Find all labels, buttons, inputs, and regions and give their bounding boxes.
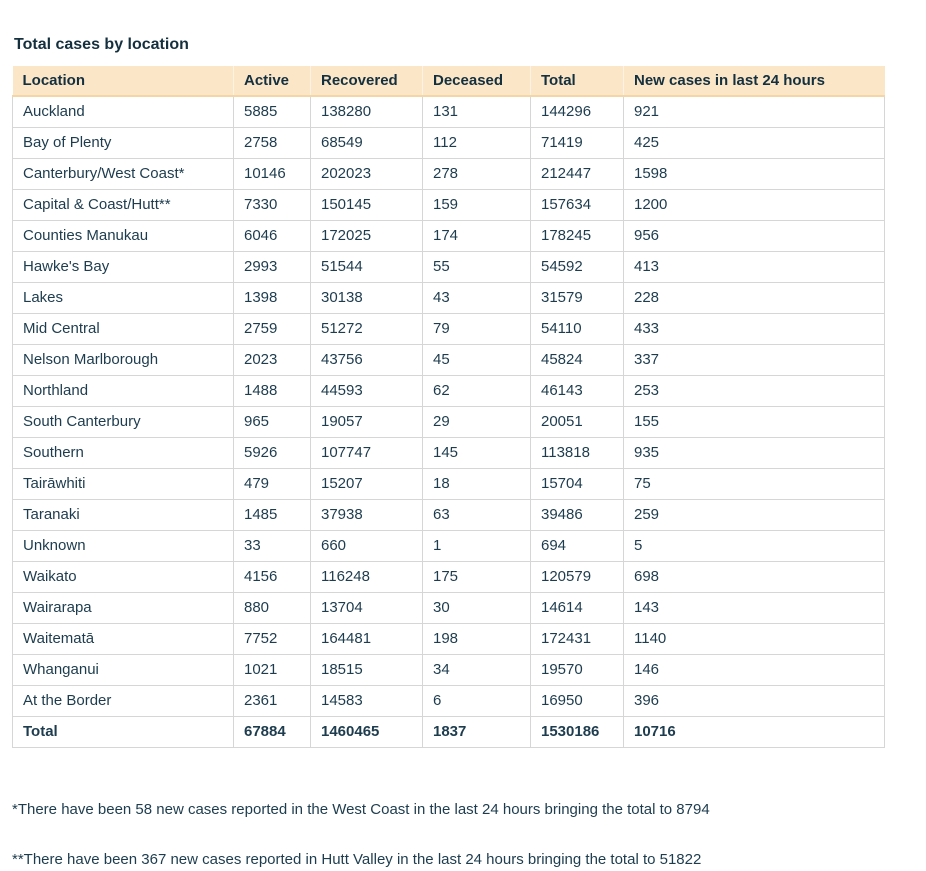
value-cell: 337 bbox=[624, 344, 885, 375]
value-cell: 5885 bbox=[234, 96, 311, 127]
value-cell: 10716 bbox=[624, 716, 885, 747]
value-cell: 107747 bbox=[311, 437, 423, 468]
value-cell: 2758 bbox=[234, 127, 311, 158]
value-cell: 54110 bbox=[531, 313, 624, 344]
location-cell: Tairāwhiti bbox=[13, 468, 234, 499]
value-cell: 116248 bbox=[311, 561, 423, 592]
location-cell: Whanganui bbox=[13, 654, 234, 685]
value-cell: 880 bbox=[234, 592, 311, 623]
value-cell: 175 bbox=[423, 561, 531, 592]
value-cell: 146 bbox=[624, 654, 885, 685]
value-cell: 30138 bbox=[311, 282, 423, 313]
value-cell: 145 bbox=[423, 437, 531, 468]
value-cell: 143 bbox=[624, 592, 885, 623]
value-cell: 956 bbox=[624, 220, 885, 251]
table-row bbox=[13, 313, 885, 344]
value-cell: 120579 bbox=[531, 561, 624, 592]
value-cell: 67884 bbox=[234, 716, 311, 747]
table-row bbox=[13, 530, 885, 561]
table-row bbox=[13, 96, 885, 127]
value-cell: 1485 bbox=[234, 499, 311, 530]
value-cell: 1398 bbox=[234, 282, 311, 313]
value-cell: 131 bbox=[423, 96, 531, 127]
value-cell: 2023 bbox=[234, 344, 311, 375]
location-cell: Waikato bbox=[13, 561, 234, 592]
total-row bbox=[13, 716, 885, 747]
value-cell: 965 bbox=[234, 406, 311, 437]
value-cell: 921 bbox=[624, 96, 885, 127]
value-cell: 1140 bbox=[624, 623, 885, 654]
location-cell: Northland bbox=[13, 375, 234, 406]
value-cell: 1200 bbox=[624, 189, 885, 220]
location-cell: Wairarapa bbox=[13, 592, 234, 623]
value-cell: 144296 bbox=[531, 96, 624, 127]
table-row bbox=[13, 654, 885, 685]
value-cell: 62 bbox=[423, 375, 531, 406]
location-cell: Bay of Plenty bbox=[13, 127, 234, 158]
value-cell: 1460465 bbox=[311, 716, 423, 747]
value-cell: 45824 bbox=[531, 344, 624, 375]
footnote-west-coast: *There have been 58 new cases reported in the West Coast in the last 24 hours bringing the total to 8794 bbox=[12, 800, 710, 818]
value-cell: 1 bbox=[423, 530, 531, 561]
table-row bbox=[13, 561, 885, 592]
value-cell: 5926 bbox=[234, 437, 311, 468]
location-cell: Nelson Marlborough bbox=[13, 344, 234, 375]
table-row bbox=[13, 623, 885, 654]
value-cell: 10146 bbox=[234, 158, 311, 189]
value-cell: 174 bbox=[423, 220, 531, 251]
location-cell: Auckland bbox=[13, 96, 234, 127]
location-cell: Counties Manukau bbox=[13, 220, 234, 251]
table-row bbox=[13, 685, 885, 716]
value-cell: 13704 bbox=[311, 592, 423, 623]
value-cell: 20051 bbox=[531, 406, 624, 437]
column-header: New cases in last 24 hours bbox=[624, 66, 885, 96]
value-cell: 55 bbox=[423, 251, 531, 282]
value-cell: 2993 bbox=[234, 251, 311, 282]
value-cell: 698 bbox=[624, 561, 885, 592]
value-cell: 68549 bbox=[311, 127, 423, 158]
value-cell: 7752 bbox=[234, 623, 311, 654]
value-cell: 433 bbox=[624, 313, 885, 344]
table-row bbox=[13, 468, 885, 499]
value-cell: 159 bbox=[423, 189, 531, 220]
value-cell: 6 bbox=[423, 685, 531, 716]
column-header: Total bbox=[531, 66, 624, 96]
table-row bbox=[13, 220, 885, 251]
table-row bbox=[13, 282, 885, 313]
value-cell: 172025 bbox=[311, 220, 423, 251]
value-cell: 172431 bbox=[531, 623, 624, 654]
value-cell: 51544 bbox=[311, 251, 423, 282]
value-cell: 425 bbox=[624, 127, 885, 158]
value-cell: 2759 bbox=[234, 313, 311, 344]
value-cell: 157634 bbox=[531, 189, 624, 220]
location-cell: Taranaki bbox=[13, 499, 234, 530]
location-cell: South Canterbury bbox=[13, 406, 234, 437]
value-cell: 155 bbox=[624, 406, 885, 437]
value-cell: 253 bbox=[624, 375, 885, 406]
value-cell: 16950 bbox=[531, 685, 624, 716]
table-row bbox=[13, 592, 885, 623]
value-cell: 178245 bbox=[531, 220, 624, 251]
value-cell: 75 bbox=[624, 468, 885, 499]
location-cell: Canterbury/West Coast* bbox=[13, 158, 234, 189]
value-cell: 45 bbox=[423, 344, 531, 375]
value-cell: 2361 bbox=[234, 685, 311, 716]
value-cell: 37938 bbox=[311, 499, 423, 530]
location-cell: Waitematā bbox=[13, 623, 234, 654]
location-cell: Capital & Coast/Hutt** bbox=[13, 189, 234, 220]
value-cell: 164481 bbox=[311, 623, 423, 654]
cases-by-location-table bbox=[12, 66, 885, 748]
table-row bbox=[13, 344, 885, 375]
table-row bbox=[13, 437, 885, 468]
value-cell: 259 bbox=[624, 499, 885, 530]
value-cell: 51272 bbox=[311, 313, 423, 344]
location-cell: Lakes bbox=[13, 282, 234, 313]
value-cell: 1488 bbox=[234, 375, 311, 406]
value-cell: 30 bbox=[423, 592, 531, 623]
value-cell: 46143 bbox=[531, 375, 624, 406]
value-cell: 18 bbox=[423, 468, 531, 499]
value-cell: 15207 bbox=[311, 468, 423, 499]
value-cell: 479 bbox=[234, 468, 311, 499]
value-cell: 71419 bbox=[531, 127, 624, 158]
value-cell: 1021 bbox=[234, 654, 311, 685]
value-cell: 79 bbox=[423, 313, 531, 344]
table-row bbox=[13, 158, 885, 189]
location-cell: At the Border bbox=[13, 685, 234, 716]
value-cell: 14614 bbox=[531, 592, 624, 623]
value-cell: 34 bbox=[423, 654, 531, 685]
value-cell: 1837 bbox=[423, 716, 531, 747]
location-cell: Unknown bbox=[13, 530, 234, 561]
value-cell: 18515 bbox=[311, 654, 423, 685]
value-cell: 7330 bbox=[234, 189, 311, 220]
table-row bbox=[13, 406, 885, 437]
value-cell: 15704 bbox=[531, 468, 624, 499]
page-title: Total cases by location bbox=[14, 36, 189, 53]
value-cell: 19057 bbox=[311, 406, 423, 437]
location-cell: Total bbox=[13, 716, 234, 747]
value-cell: 150145 bbox=[311, 189, 423, 220]
value-cell: 63 bbox=[423, 499, 531, 530]
column-header: Recovered bbox=[311, 66, 423, 96]
value-cell: 112 bbox=[423, 127, 531, 158]
value-cell: 202023 bbox=[311, 158, 423, 189]
column-header: Active bbox=[234, 66, 311, 96]
value-cell: 43756 bbox=[311, 344, 423, 375]
location-cell: Hawke's Bay bbox=[13, 251, 234, 282]
value-cell: 39486 bbox=[531, 499, 624, 530]
value-cell: 29 bbox=[423, 406, 531, 437]
value-cell: 43 bbox=[423, 282, 531, 313]
table-row bbox=[13, 251, 885, 282]
value-cell: 54592 bbox=[531, 251, 624, 282]
column-header: Deceased bbox=[423, 66, 531, 96]
value-cell: 660 bbox=[311, 530, 423, 561]
value-cell: 138280 bbox=[311, 96, 423, 127]
value-cell: 31579 bbox=[531, 282, 624, 313]
value-cell: 113818 bbox=[531, 437, 624, 468]
value-cell: 935 bbox=[624, 437, 885, 468]
location-cell: Mid Central bbox=[13, 313, 234, 344]
location-cell: Southern bbox=[13, 437, 234, 468]
table-body bbox=[13, 96, 885, 747]
value-cell: 278 bbox=[423, 158, 531, 189]
table-header-row bbox=[13, 66, 885, 96]
footnote-hutt-valley: **There have been 367 new cases reported in Hutt Valley in the last 24 hours bringing the total to 51822 bbox=[12, 850, 702, 868]
column-header: Location bbox=[13, 66, 234, 96]
value-cell: 212447 bbox=[531, 158, 624, 189]
value-cell: 228 bbox=[624, 282, 885, 313]
table-row bbox=[13, 127, 885, 158]
value-cell: 413 bbox=[624, 251, 885, 282]
value-cell: 198 bbox=[423, 623, 531, 654]
value-cell: 4156 bbox=[234, 561, 311, 592]
value-cell: 694 bbox=[531, 530, 624, 561]
value-cell: 5 bbox=[624, 530, 885, 561]
value-cell: 19570 bbox=[531, 654, 624, 685]
value-cell: 44593 bbox=[311, 375, 423, 406]
value-cell: 1598 bbox=[624, 158, 885, 189]
table-row bbox=[13, 189, 885, 220]
value-cell: 1530186 bbox=[531, 716, 624, 747]
value-cell: 14583 bbox=[311, 685, 423, 716]
value-cell: 6046 bbox=[234, 220, 311, 251]
table-row bbox=[13, 499, 885, 530]
table-row bbox=[13, 375, 885, 406]
value-cell: 396 bbox=[624, 685, 885, 716]
value-cell: 33 bbox=[234, 530, 311, 561]
